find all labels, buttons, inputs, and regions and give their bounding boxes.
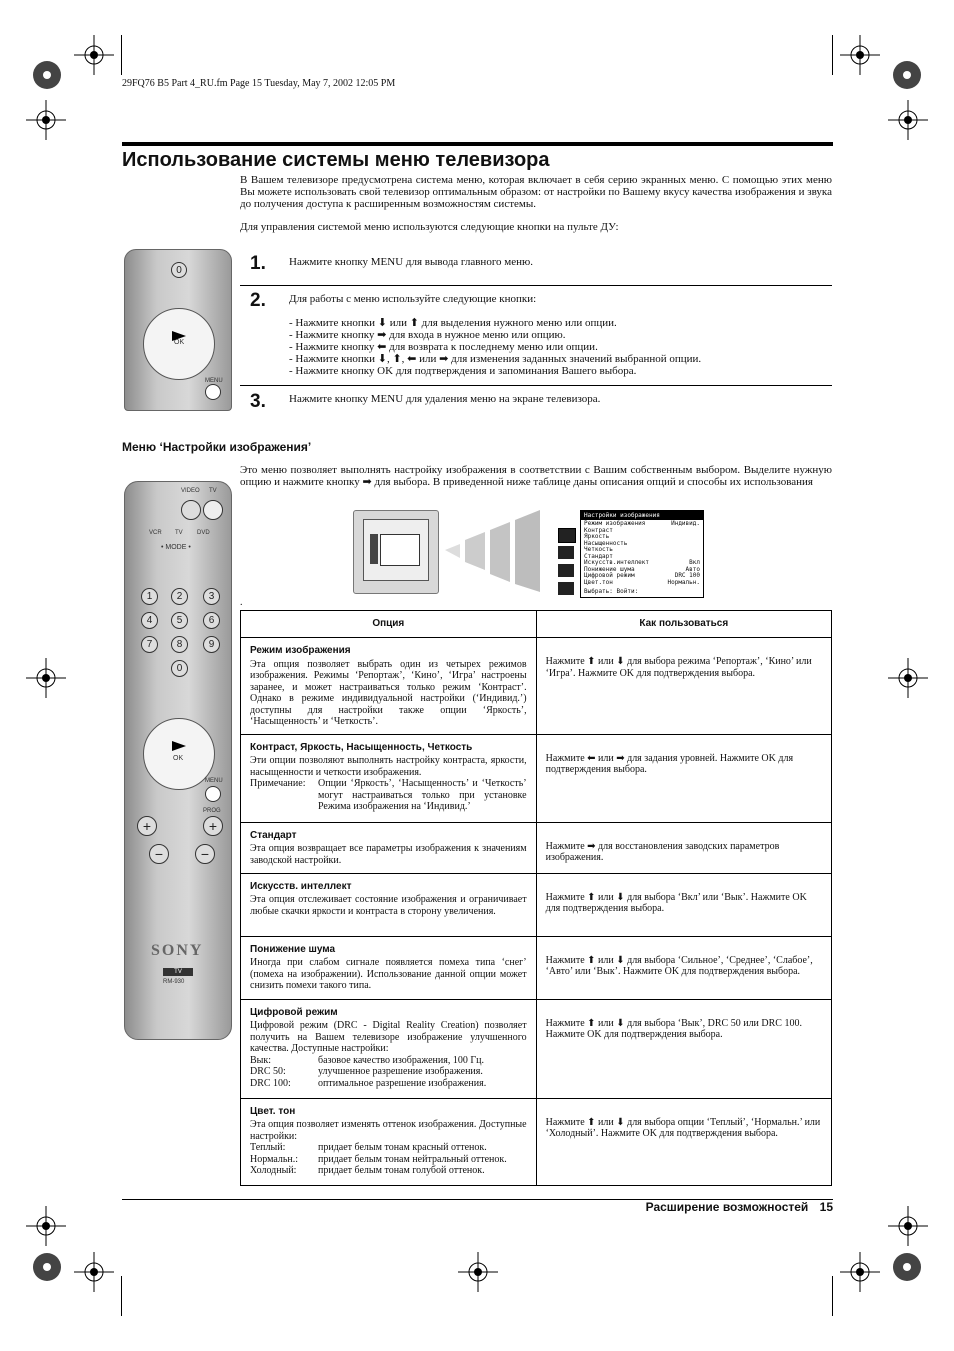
remote-menu-button xyxy=(205,786,221,802)
usage-cell xyxy=(536,734,831,822)
setting-key: Вык: xyxy=(250,1054,272,1066)
table-header-row xyxy=(241,611,832,638)
option-description: Эта опция позволяет выбрать один из четырех режимов изображения. Режимы ‘Репортаж’, ‘Кино’, ‘Игра’ настроены заранее, и может настраиваться только режим ‘Контраст’. Однако в режиме индивидуальной настройки (‘Индивид.’) доступны для настройки также опции ‘Яркость’, ‘Насыщенность’ и ‘Четкость’. xyxy=(250,658,527,727)
option-description: Эта опция отслеживает состояние изображения и ограничивает любые скачки яркости и контраста в сторону увеличения. xyxy=(250,894,527,917)
option-description: Эти опции позволяют выполнять настройку контраста, яркости, насыщенности и четкости изображения. xyxy=(250,755,527,778)
setting-value: придает белым тонам голубой оттенок. xyxy=(318,1165,485,1176)
sound-icon xyxy=(558,546,574,559)
osd-row-label: Контраст xyxy=(584,526,613,534)
step-2-bullet: - Нажмите кнопки ⬇ или ⬆ для выделения нужного меню или опции. xyxy=(289,317,617,329)
step-2-text: Для работы с меню используйте следующие кнопки: xyxy=(289,293,537,305)
table-row xyxy=(241,873,832,936)
step-2-bullet: - Нажмите кнопку ➡ для входа в нужное меню или опцию. xyxy=(289,329,566,341)
option-cell xyxy=(241,873,537,936)
note-label: Примечание: xyxy=(250,778,306,789)
note-text: Опции ‘Яркость’, ‘Насыщенность’ и ‘Четкость’ могут настраиваться только при установке Режима изображения на ‘Индивид.’ xyxy=(318,778,527,812)
setting-value: оптимальное разрешение изображения. xyxy=(318,1077,487,1089)
step-3-number: 3. xyxy=(250,391,266,412)
usage-cell xyxy=(536,638,831,735)
setting-value: придает белым тонам нейтральный оттенок. xyxy=(318,1153,507,1165)
usage-cell xyxy=(536,873,831,936)
remote-menu-button xyxy=(205,384,221,400)
registration-mark-icon xyxy=(888,658,928,698)
step-2-bullet: - Нажмите кнопку OK для подтверждения и запоминания Вашего выбора. xyxy=(289,365,637,377)
setting-row xyxy=(250,1165,527,1177)
step-divider xyxy=(240,285,832,286)
table-row xyxy=(241,1098,832,1185)
setting-value: придает белым тонам красный оттенок. xyxy=(318,1142,487,1153)
registration-mark-icon xyxy=(840,1252,880,1292)
remote-prog-plus-button: + xyxy=(203,816,223,836)
remote-digit-3: 3 xyxy=(203,588,220,605)
registration-mark-icon xyxy=(458,1252,498,1292)
option-description: Иногда при слабом сигнале появляется помеха типа ‘снег’ (помеха на изображении). Использование данной опции может снизить помехи такого типа. xyxy=(250,957,527,991)
setup-icon xyxy=(558,582,574,595)
remote-digit-1: 1 xyxy=(141,588,158,605)
trim-line xyxy=(121,35,122,75)
remote-prog-minus-button: − xyxy=(195,844,215,864)
features-icon xyxy=(558,564,574,577)
osd-row-label: Цвет.тон xyxy=(584,578,613,586)
option-note xyxy=(250,778,527,813)
osd-row-label: Цифровой режим xyxy=(584,572,635,579)
option-cell xyxy=(241,822,537,873)
remote-menu-label: MENU xyxy=(205,378,223,384)
osd-title: Настройки изображения xyxy=(581,511,703,520)
column-header-option: Опция xyxy=(241,611,537,638)
setting-row xyxy=(250,1142,527,1154)
option-description: Эта опция позволяет изменять оттенок изображения. Доступные настройки: xyxy=(250,1119,527,1142)
setting-key: Нормальн.: xyxy=(250,1153,299,1165)
setting-key: Теплый: xyxy=(250,1142,286,1153)
option-cell xyxy=(241,734,537,822)
table-row xyxy=(241,638,832,735)
starburst-mark-icon xyxy=(892,60,922,90)
remote-video-button xyxy=(181,500,201,520)
table-row xyxy=(241,734,832,822)
page-title: Использование системы меню телевизора xyxy=(122,149,550,171)
column-header-usage: Как пользоваться xyxy=(536,611,831,638)
table-row xyxy=(241,999,832,1098)
intro-paragraph: В Вашем телевизоре предусмотрена система меню, которая включает в себя серию экранных меню. С помощью этих меню Вы можете использовать свой телевизор оптимальным образом: от настройки по Вашему вкусу качества изображения и звука до получения доступа к расширенным возможностям системы. xyxy=(240,174,832,210)
osd-row xyxy=(584,580,700,587)
osd-row-value: Нормальн. xyxy=(667,578,700,586)
remote-digit-4: 4 xyxy=(141,612,158,629)
remote-digit-8: 8 xyxy=(171,636,188,653)
trim-line xyxy=(121,1276,122,1316)
step-1-number: 1. xyxy=(250,253,266,274)
starburst-mark-icon xyxy=(32,1252,62,1282)
setting-value: улучшенное разрешение изображения. xyxy=(318,1066,483,1077)
option-name: Искусств. интеллект xyxy=(250,880,352,892)
usage-text: Нажмите ⬆ или ⬇ для выбора опции ‘Теплый’, ‘Нормальн.’ или ‘Холодный’. Нажмите OK для подтверждения выбора. xyxy=(545,1116,821,1139)
remote-button-zero: 0 xyxy=(171,262,187,278)
remote-digit-9: 9 xyxy=(203,636,220,653)
tv-illustration xyxy=(353,510,439,594)
intro-paragraph-2: Для управления системой меню используются следующие кнопки на пульте ДУ: xyxy=(240,221,619,233)
section-title: Меню ‘Настройки изображения’ xyxy=(122,440,312,454)
setting-row xyxy=(250,1078,527,1090)
remote-prog-label: PROG xyxy=(203,808,221,814)
step-1-text: Нажмите кнопку MENU для вывода главного меню. xyxy=(289,256,534,268)
osd-row-value: Вкл xyxy=(689,559,700,566)
option-cell xyxy=(241,999,537,1098)
step-2-bullet: - Нажмите кнопку ⬅ для возврата к последнему меню или опции. xyxy=(289,341,598,353)
ok-label: OK xyxy=(174,339,185,346)
tv-badge: TV xyxy=(163,968,193,976)
registration-mark-icon xyxy=(840,35,880,75)
remote-mode-label: • MODE • xyxy=(161,544,191,551)
option-cell xyxy=(241,1098,537,1185)
usage-text: Нажмите ⬆ или ⬇ для выбора ‘Сильное’, ‘Среднее’, ‘Слабое’, ‘Авто’ или ‘Вык’. Нажмите OK для подтверждения выбора. xyxy=(545,954,813,977)
remote-power-button xyxy=(203,500,223,520)
option-description: Эта опция возвращает все параметры изображения к значениям заводской настройки. xyxy=(250,843,527,866)
osd-icon-column xyxy=(556,528,576,596)
remote-tv-label: TV xyxy=(209,488,217,494)
osd-row-label: Стандарт xyxy=(584,552,613,560)
remote-digit-6: 6 xyxy=(203,612,220,629)
osd-row-value: Индивид. xyxy=(671,520,700,527)
option-name: Цифровой режим xyxy=(250,1006,338,1018)
remote-vcr-label: VCR xyxy=(149,530,162,536)
stray-dot: . xyxy=(240,597,243,608)
setting-row xyxy=(250,1066,527,1078)
option-cell xyxy=(241,936,537,999)
option-name: Режим изображения xyxy=(250,645,351,656)
registration-mark-icon xyxy=(888,100,928,140)
osd-menu xyxy=(580,510,704,598)
option-cell xyxy=(241,638,537,735)
remote-menu-label: MENU xyxy=(205,778,223,784)
starburst-mark-icon xyxy=(32,60,62,90)
remote-digit-5: 5 xyxy=(171,612,188,629)
remote-tvmode-label: TV xyxy=(175,530,183,536)
usage-text: Нажмите ⬆ или ⬇ для выбора ‘Вык’, DRC 50 или DRC 100. Нажмите OK для подтверждения выбора. xyxy=(545,1017,802,1040)
step-2-bullets xyxy=(289,317,829,377)
remote-model-label: RM-930 xyxy=(163,979,185,985)
usage-text: Нажмите ➡ для восстановления заводских параметров изображения. xyxy=(545,840,780,863)
usage-cell xyxy=(536,999,831,1098)
trim-line xyxy=(832,35,833,75)
osd-row-label: Режим изображения xyxy=(584,520,646,527)
picture-icon xyxy=(558,528,576,543)
option-name: Стандарт xyxy=(250,829,297,841)
setting-row xyxy=(250,1055,527,1067)
option-name: Цвет. тон xyxy=(250,1105,296,1117)
registration-mark-icon xyxy=(26,100,66,140)
registration-mark-icon xyxy=(888,1206,928,1246)
table-row xyxy=(241,822,832,873)
step-2-number: 2. xyxy=(250,290,266,311)
usage-text: Нажмите ⬆ или ⬇ для выбора режима ‘Репортаж’, ‘Кино’ или ‘Игра’. Нажмите OK для подтверждения выбора. xyxy=(545,656,812,679)
usage-cell xyxy=(536,822,831,873)
usage-cell xyxy=(536,936,831,999)
page-footer xyxy=(646,1200,833,1214)
setting-key: DRC 50: xyxy=(250,1066,286,1077)
registration-mark-icon xyxy=(26,1206,66,1246)
option-name: Контраст, Яркость, Насыщенность, Четкость xyxy=(250,741,473,753)
registration-mark-icon xyxy=(74,1252,114,1292)
option-name: Понижение шума xyxy=(250,943,336,955)
options-table xyxy=(240,610,832,1186)
usage-cell xyxy=(536,1098,831,1185)
step-3-text: Нажмите кнопку MENU для удаления меню на экране телевизора. xyxy=(289,393,601,405)
ok-label: OK xyxy=(173,755,184,762)
step-divider xyxy=(240,385,832,386)
trim-line xyxy=(832,1276,833,1316)
tv-screen xyxy=(363,519,429,581)
remote-digit-0: 0 xyxy=(171,660,188,677)
setting-key: Холодный: xyxy=(250,1165,297,1176)
remote-video-label: VIDEO xyxy=(181,488,200,494)
header-meta: 29FQ76 B5 Part 4_RU.fm Page 15 Tuesday, May 7, 2002 12:05 PM xyxy=(122,78,396,89)
osd-row-value: Авто xyxy=(685,565,700,573)
remote-vol-plus-button: + xyxy=(137,816,157,836)
zoom-arrows-graphic xyxy=(440,510,550,592)
setting-row xyxy=(250,1154,527,1166)
remote-control-image xyxy=(124,249,232,411)
osd-row-label: Понижение шума xyxy=(584,565,635,573)
remote-vol-minus-button: − xyxy=(149,844,169,864)
play-icon xyxy=(172,741,186,751)
sony-logo: SONY xyxy=(151,942,204,959)
osd-row-label: Искусств.интеллект xyxy=(584,559,650,566)
remote-control-full-image xyxy=(124,481,232,1040)
footer-section-name: Расширение возможностей xyxy=(645,1200,809,1214)
registration-mark-icon xyxy=(74,35,114,75)
usage-text: Нажмите ⬅ или ➡ для задания уровней. Нажмите OK для подтверждения выбора. xyxy=(545,752,794,775)
option-description: Цифровой режим (DRC - Digital Reality Creation) позволяет получить на Вашем телевизоре изображение улучшенного качества. Доступные настройки: xyxy=(250,1020,527,1054)
osd-row-label: Насыщенность xyxy=(584,539,628,547)
starburst-mark-icon xyxy=(892,1252,922,1282)
section-intro: Это меню позволяет выполнять настройку изображения в соответствии с Вашим собственным выбором. Выделите нужную опцию и нажмите кнопку ➡ для выбора. В приведенной ниже таблице даны описания опций и способы их использования xyxy=(240,464,832,488)
tv-screen-menu-icons xyxy=(370,534,378,564)
step-2-bullet: - Нажмите кнопки ⬇, ⬆, ⬅ или ➡ для изменения заданных значений выбранной опции. xyxy=(289,353,702,365)
osd-row-value: DRC 100 xyxy=(674,572,700,579)
setting-value: базовое качество изображения, 100 Гц. xyxy=(318,1054,484,1066)
header-rule xyxy=(122,142,833,146)
remote-dvd-label: DVD xyxy=(197,530,210,536)
usage-text: Нажмите ⬆ или ⬇ для выбора ‘Вкл’ или ‘Вык’. Нажмите OK для подтверждения выбора. xyxy=(545,891,807,914)
setting-key: DRC 100: xyxy=(250,1077,291,1089)
osd-row-label: Яркость xyxy=(584,533,610,540)
osd-rows xyxy=(581,520,703,587)
remote-digit-2: 2 xyxy=(171,588,188,605)
table-row xyxy=(241,936,832,999)
osd-footer: Выбрать: Войти: xyxy=(584,588,639,595)
registration-mark-icon xyxy=(26,658,66,698)
remote-dpad xyxy=(143,308,215,380)
page-number: 15 xyxy=(819,1200,833,1214)
tv-screen-menu xyxy=(380,534,420,566)
osd-row-label: Четкость xyxy=(584,546,613,553)
remote-digit-7: 7 xyxy=(141,636,158,653)
